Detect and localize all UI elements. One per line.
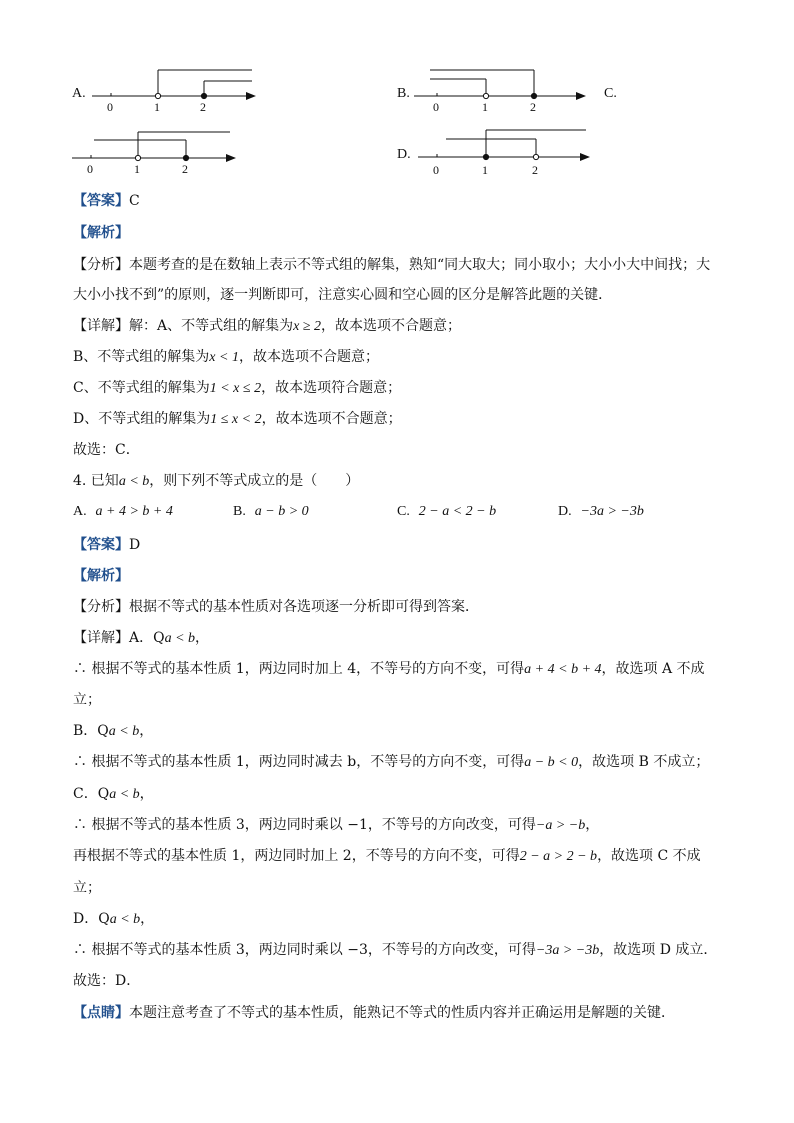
q3-detail-a — [73, 316, 461, 337]
q4-detail-c-line1 — [73, 815, 599, 836]
detail-b-head: B．Q — [73, 723, 109, 739]
detail-c-pre: C、不等式组的解集为 — [73, 380, 210, 396]
detail-a-head: A．Q — [129, 630, 165, 646]
q4-analysis-line — [73, 597, 479, 617]
tick-0: 0 — [433, 100, 439, 114]
xiangjie-tag: 【详解】 — [73, 318, 129, 334]
q4-stem-math: a < b — [118, 474, 150, 489]
detail-b-line-math: a − b < 0 — [524, 755, 579, 770]
fenxi-tag: 【分析】 — [73, 599, 129, 615]
detail-b-math: x < 1 — [209, 350, 239, 365]
fenxi-tag: 【分析】 — [73, 257, 129, 273]
detail-d-math: 1 ≤ x < 2 — [210, 412, 262, 427]
detail-b-head-math: a < b — [108, 724, 140, 739]
tick-2: 2 — [182, 162, 188, 176]
tick-2: 2 — [530, 100, 536, 114]
option-b-label: B. — [397, 86, 410, 101]
q4-opt-d-text: −3a > −3b — [580, 504, 644, 519]
answer-value: C — [129, 193, 140, 209]
detail-a-line2: 立； — [73, 692, 101, 708]
detail-a-head-post: ， — [195, 630, 210, 646]
detail-c-head-post: ， — [139, 786, 154, 802]
fenxi-text-cont: 大小小找不到”的原则，逐一判断即可，注意实心圆和空心圆的区分是解答此题的关键． — [73, 287, 613, 303]
number-line-d — [416, 127, 596, 177]
q3-choose — [73, 440, 140, 460]
answer-value: D — [129, 537, 141, 553]
q4-option-b — [233, 503, 309, 520]
q3-analysis-line1 — [73, 255, 710, 275]
q3-analysis-heading — [73, 223, 129, 243]
dianjing-text: 本题注意考查了不等式的基本性质，能熟记不等式的性质内容并正确运用是解题的关键． — [129, 1005, 675, 1021]
q4-detail-d-line — [73, 940, 717, 961]
option-d-label: D. — [397, 147, 411, 162]
detail-c-line2-post: ，故选项 C 不成 — [597, 848, 701, 864]
detail-d-line-pre: ∴ 根据不等式的基本性质 3，两边同时乘以 −3，不等号的方向改变，可得 — [73, 942, 536, 958]
detail-b-post: ，故本选项不合题意； — [238, 349, 379, 365]
q4-opt-c-label: C. — [397, 504, 410, 519]
q3-detail-d — [73, 409, 402, 430]
q4-detail-a-line2 — [73, 690, 101, 710]
detail-c-line2-math: 2 − a > 2 − b — [519, 849, 598, 864]
choose-text: 故选：D． — [73, 973, 141, 989]
q4-detail-b-line — [73, 752, 709, 773]
q4-opt-c-text: 2 − a < 2 − b — [418, 504, 497, 519]
q4-option-c — [397, 503, 496, 520]
q4-stem-pre: 4. 已知 — [73, 473, 119, 489]
detail-b-line-post: ，故选项 B 不成立； — [578, 754, 710, 770]
detail-d-line-math: −3a > −3b — [535, 943, 600, 958]
detail-c-line1-math: −a > −b — [535, 818, 586, 833]
detail-d-post: ，故本选项不合题意； — [261, 411, 402, 427]
q4-option-d — [558, 503, 644, 520]
q4-detail-c-head — [73, 784, 154, 805]
detail-a-post: ，故本选项不合题意； — [321, 318, 462, 334]
number-line-b — [412, 66, 592, 116]
q3-answer — [73, 191, 140, 211]
detail-a-head-math: a < b — [164, 631, 196, 646]
detail-a-math: x ≥ 2 — [293, 319, 322, 334]
q4-opt-a-label: A. — [73, 504, 87, 519]
q3-analysis-line2 — [73, 285, 612, 305]
detail-b-head-post: ， — [139, 723, 154, 739]
detail-c-head-math: a < b — [109, 787, 140, 802]
q4-opt-b-label: B. — [233, 504, 246, 519]
choose-text: 故选：C． — [73, 442, 140, 458]
detail-c-line3: 立； — [73, 880, 101, 896]
option-c-label: C. — [604, 86, 617, 101]
option-a-label: A. — [72, 86, 86, 101]
detail-b-pre: B、不等式组的解集为 — [73, 349, 210, 365]
detail-c-line2-pre: 再根据不等式的基本性质 1，两边同时加上 2，不等号的方向不变，可得 — [73, 848, 520, 864]
detail-d-line-post: ，故选项 D 成立． — [599, 942, 718, 958]
q4-stem — [73, 471, 359, 492]
tick-0: 0 — [107, 100, 113, 114]
tick-1: 1 — [482, 163, 488, 177]
detail-d-pre: D、不等式组的解集为 — [73, 411, 211, 427]
q4-option-a — [73, 503, 173, 520]
detail-b-line-pre: ∴ 根据不等式的基本性质 1，两边同时减去 b，不等号的方向不变，可得 — [73, 754, 525, 770]
detail-a-line1-math: a + 4 < b + 4 — [524, 662, 602, 677]
q4-detail-d-head — [73, 909, 154, 930]
detail-d-head: D．Q — [73, 911, 110, 927]
q3-detail-c — [73, 378, 401, 399]
q4-opt-d-label: D. — [558, 504, 572, 519]
tick-0: 0 — [433, 163, 439, 177]
q4-comment — [73, 1003, 675, 1023]
number-line-a — [90, 66, 260, 116]
answer-tag: 【答案】 — [73, 537, 129, 553]
tick-2: 2 — [200, 100, 206, 114]
tick-0: 0 — [87, 162, 93, 176]
q4-choose — [73, 971, 140, 991]
detail-c-head: C．Q — [73, 786, 110, 802]
detail-c-line1-pre: ∴ 根据不等式的基本性质 3，两边同时乘以 −1，不等号的方向改变，可得 — [73, 817, 536, 833]
q3-detail-b — [73, 347, 379, 368]
analysis-tag: 【解析】 — [73, 225, 129, 241]
q4-detail-c-line2 — [73, 846, 701, 867]
number-line-c — [70, 128, 250, 178]
q4-detail-c-line3 — [73, 878, 101, 898]
detail-d-head-math: a < b — [109, 912, 141, 927]
q4-opt-b-text: a − b > 0 — [254, 504, 309, 519]
detail-c-math: 1 < x ≤ 2 — [209, 381, 262, 396]
q4-stem-post: ，则下列不等式成立的是（ ） — [149, 473, 360, 489]
fenxi-text: 本题考查的是在数轴上表示不等式组的解集，熟知“同大取大；同小取小；大小小大中间找；大 — [129, 257, 711, 273]
q4-answer — [73, 535, 140, 555]
detail-d-head-post: ， — [140, 911, 155, 927]
detail-a-line1-pre: ∴ 根据不等式的基本性质 1，两边同时加上 4，不等号的方向不变，可得 — [73, 661, 525, 677]
tick-1: 1 — [482, 100, 488, 114]
xiangjie-tag: 【详解】 — [73, 630, 129, 646]
fenxi-text: 根据不等式的基本性质对各选项逐一分析即可得到答案． — [129, 599, 479, 615]
dianjing-tag: 【点睛】 — [73, 1005, 129, 1021]
analysis-tag: 【解析】 — [73, 568, 129, 584]
q4-analysis-heading — [73, 566, 129, 586]
detail-a-pre: 解：A、不等式组的解集为 — [129, 318, 294, 334]
q4-detail-b-head — [73, 721, 153, 742]
detail-c-post: ，故本选项符合题意； — [261, 380, 402, 396]
answer-tag: 【答案】 — [73, 193, 129, 209]
tick-1: 1 — [154, 100, 160, 114]
tick-2: 2 — [532, 163, 538, 177]
tick-1: 1 — [134, 162, 140, 176]
detail-a-line1-post: ，故选项 A 不成 — [601, 661, 705, 677]
q4-detail-a-head — [73, 628, 209, 649]
q4-detail-a-line1 — [73, 659, 705, 680]
detail-c-line1-post: ， — [585, 817, 600, 833]
q4-opt-a-text: a + 4 > b + 4 — [95, 504, 173, 519]
